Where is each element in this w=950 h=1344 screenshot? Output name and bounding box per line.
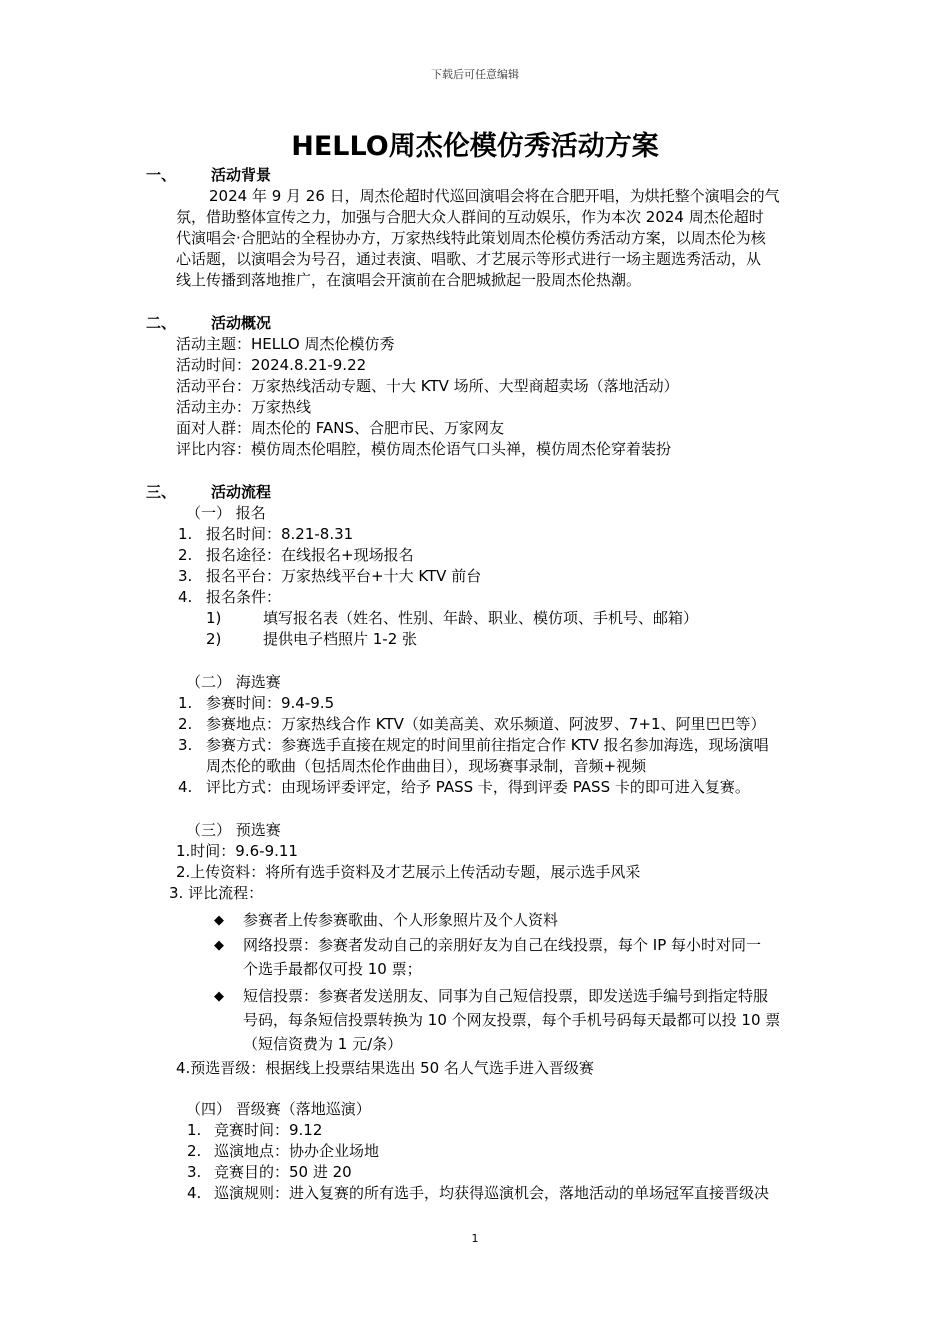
list-item: 报名条件： <box>206 588 282 606</box>
list-item-continued: 周杰伦的歌曲（包括周杰伦作曲曲目），现场赛事录制，音频+视频 <box>206 757 647 775</box>
list-item: 巡演规则：进入复赛的所有选手，均获得巡演机会，落地活动的单场冠军直接晋级决 <box>214 1184 770 1202</box>
overview-line: 活动平台：万家热线活动专题、十大 KTV 场所、大型商超卖场（落地活动） <box>176 377 679 395</box>
list-item: 评比方式：由现场评委评定，给予 PASS 卡，得到评委 PASS 卡的即可进入复赛。 <box>206 778 750 796</box>
subsection-title: （四） 晋级赛（落地巡演） <box>186 1100 371 1118</box>
list-item: 报名时间：8.21-8.31 <box>206 525 354 543</box>
paragraph-line: 氛，借助整体宣传之力，加强与合肥大众人群间的互动娱乐，作为本次 2024 周杰伦超时 <box>176 208 764 226</box>
list-item: 2.上传资料：将所有选手资料及才艺展示上传活动专题，展示选手风采 <box>176 863 641 881</box>
section-3-number: 三、 <box>146 483 177 501</box>
overview-line: 活动主办：万家热线 <box>176 398 312 416</box>
list-item: 1.时间：9.6-9.11 <box>176 842 298 860</box>
list-number: 1. <box>178 694 193 712</box>
sublist-number: 2) <box>206 630 222 648</box>
list-item: 竞赛目的：50 进 20 <box>214 1163 352 1181</box>
sublist-number: 1) <box>206 609 222 627</box>
list-number: 4. <box>178 778 193 796</box>
subsection-title: （一） 报名 <box>186 504 266 522</box>
list-item: 报名平台：万家热线平台+十大 KTV 前台 <box>206 567 482 585</box>
bullet-item: 短信投票：参赛者发送朋友、同事为自己短信投票，即发送选手编号到指定特服 <box>243 987 769 1005</box>
list-item: 巡演地点：协办企业场地 <box>214 1142 380 1160</box>
list-number: 3. <box>178 736 193 754</box>
subsection-title: （二） 海选赛 <box>186 673 281 691</box>
sublist-item: 填写报名表（姓名、性别、年龄、职业、模仿项、手机号、邮箱） <box>263 609 699 627</box>
overview-line: 评比内容：模仿周杰伦唱腔，模仿周杰伦语气口头禅，模仿周杰伦穿着装扮 <box>176 440 672 458</box>
subsection-title: （三） 预选赛 <box>186 821 281 839</box>
list-number: 2. <box>178 546 193 564</box>
diamond-bullet-icon: ◆ <box>214 938 224 953</box>
section-1-heading: 活动背景 <box>211 166 272 184</box>
paragraph-line: 2024 年 9 月 26 日，周杰伦超时代巡回演唱会将在合肥开唱，为烘托整个演唱会的气 <box>209 187 780 205</box>
overview-line: 活动主题：HELLO 周杰伦模仿秀 <box>176 335 395 353</box>
list-item: 3. 评比流程： <box>169 884 264 902</box>
bullet-item-continued: 个选手最都仅可投 10 票； <box>243 960 422 978</box>
bullet-item: 参赛者上传参赛歌曲、个人形象照片及个人资料 <box>243 911 559 929</box>
overview-line: 面对人群：周杰伦的 FANS、合肥市民、万家网友 <box>176 419 505 437</box>
section-3-heading: 活动流程 <box>211 483 272 501</box>
list-item: 竞赛时间：9.12 <box>214 1121 323 1139</box>
bullet-item-continued: （短信资费为 1 元/条） <box>243 1035 403 1053</box>
overview-line: 活动时间：2024.8.21-9.22 <box>176 356 367 374</box>
sublist-item: 提供电子档照片 1-2 张 <box>263 630 418 648</box>
section-2-number: 二、 <box>146 314 177 332</box>
page-header: 下载后可任意编辑 <box>431 68 519 81</box>
section-2-heading: 活动概况 <box>211 314 272 332</box>
list-item: 参赛地点：万家热线合作 KTV（如美高美、欢乐频道、阿波罗、7+1、阿里巴巴等） <box>206 715 766 733</box>
list-item: 参赛方式：参赛选手直接在规定的时间里前往指定合作 KTV 报名参加海选，现场演唱 <box>206 736 769 754</box>
document-title: HELLO周杰伦模仿秀活动方案 <box>291 131 659 162</box>
paragraph-line: 代演唱会·合肥站的全程协办方，万家热线特此策划周杰伦模仿秀活动方案，以周杰伦为核 <box>176 229 766 247</box>
list-item: 4.预选晋级：根据线上投票结果选出 50 名人气选手进入晋级赛 <box>176 1059 594 1077</box>
list-number: 3. <box>187 1163 202 1181</box>
list-number: 1. <box>187 1121 202 1139</box>
list-item: 参赛时间：9.4-9.5 <box>206 694 335 712</box>
diamond-bullet-icon: ◆ <box>214 913 224 928</box>
diamond-bullet-icon: ◆ <box>214 989 224 1004</box>
bullet-item-continued: 号码，每条短信投票转换为 10 个网友投票，每个手机号码每天最都可以投 10 票 <box>243 1011 781 1029</box>
paragraph-line: 心话题，以演唱会为号召，通过表演、唱歌、才艺展示等形式进行一场主题选秀活动，从 <box>176 250 762 268</box>
list-number: 1. <box>178 525 193 543</box>
list-item: 报名途径：在线报名+现场报名 <box>206 546 414 564</box>
list-number: 4. <box>187 1184 202 1202</box>
list-number: 2. <box>187 1142 202 1160</box>
list-number: 3. <box>178 567 193 585</box>
paragraph-line: 线上传播到落地推广，在演唱会开演前在合肥城掀起一股周杰伦热潮。 <box>176 271 642 289</box>
section-1-number: 一、 <box>146 166 177 184</box>
bullet-item: 网络投票：参赛者发动自己的亲朋好友为自己在线投票，每个 IP 每小时对同一 <box>243 936 762 954</box>
list-number: 4. <box>178 588 193 606</box>
list-number: 2. <box>178 715 193 733</box>
page-number: 1 <box>471 1232 479 1245</box>
